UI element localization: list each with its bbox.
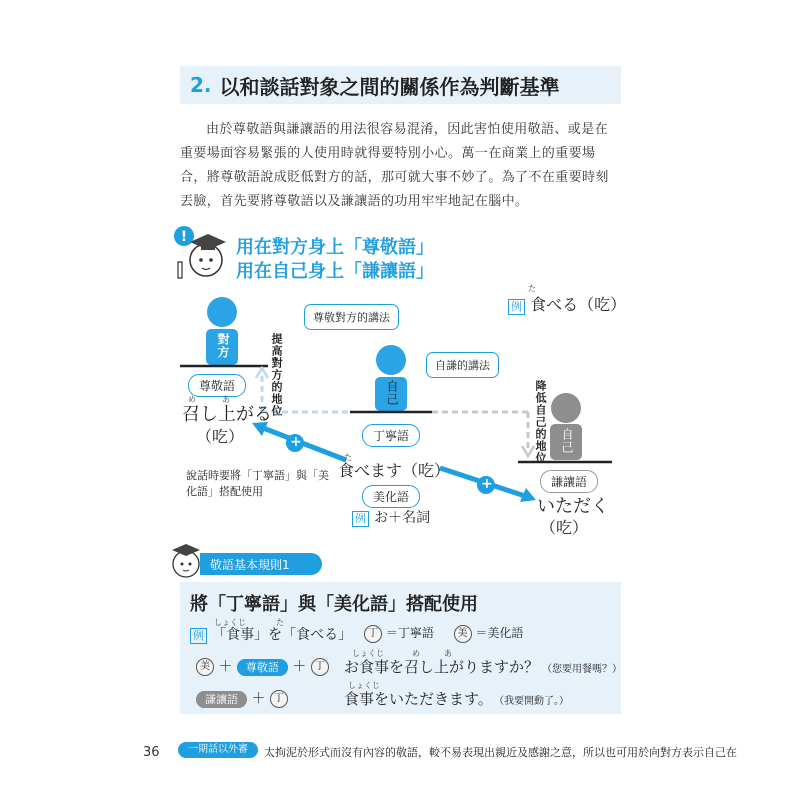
- row3-plus: ＋: [251, 691, 266, 707]
- page-number: 36: [143, 745, 160, 760]
- row3-t-icon: 丁: [270, 690, 288, 708]
- usage-note: 說話時要將「丁寧語」與「美化語」搭配使用: [186, 469, 329, 498]
- sonkei-meaning: （吃）: [196, 427, 245, 446]
- kenjo-meaning: （吃）: [540, 518, 589, 537]
- badge-sonkei: 尊敬語: [188, 374, 246, 397]
- badge-teinei: 丁寧語: [362, 424, 420, 447]
- other-figure-label: 對方: [216, 333, 230, 359]
- kenjo-word: いただく: [537, 496, 609, 517]
- self-right-head: [551, 393, 581, 423]
- example-word: 食べる（吃）: [530, 295, 627, 314]
- body-paragraph: 由於尊敬語與謙讓語的用法很容易混淆，因此害怕使用敬語、或是在重要場面容易緊張的人使用時就得要特別小心。萬一在商業上的重要場合，將尊敬語說成貶低對方的話，那可就大事不妙了。為了不在重要時刻丟臉，首先要將尊敬語以及謙讓語的功用牢牢地記在腦中。: [180, 122, 609, 209]
- self-right-figure-label: 自己: [560, 428, 574, 454]
- legend-block: [364, 624, 523, 643]
- rule-row3-formula: [196, 688, 288, 708]
- legend-b-icon: 美: [454, 625, 472, 643]
- self-head: [376, 345, 406, 375]
- row3-kenjo: 謙讓語: [196, 691, 247, 708]
- legend-t-icon: 丁: [364, 625, 382, 643]
- row2-b-icon: 美: [196, 658, 214, 676]
- other-person-head: [207, 297, 237, 327]
- example2-text: お＋名詞: [374, 510, 431, 526]
- row1-text: 「食事」を「食べる」: [212, 627, 353, 643]
- row2-plus2: ＋: [292, 659, 307, 675]
- svg-text:!: !: [180, 229, 188, 245]
- rule-tag: 敬語基本規則1: [210, 558, 290, 572]
- row1-ruby2: た: [276, 618, 284, 627]
- row2-gloss: （您要用餐嗎？）: [542, 664, 622, 675]
- sonkei-ruby-2: あ: [222, 395, 230, 404]
- heading-number: 2.: [190, 73, 212, 97]
- center-word: 食べます（吃）: [338, 461, 451, 480]
- row3-ruby1: しょくじ: [348, 681, 380, 690]
- callout-humble: 自謙的講法: [426, 352, 499, 378]
- example-ruby: た: [528, 284, 536, 293]
- center-ruby: た: [344, 453, 352, 462]
- heading-title: 以和談話對象之間的關係作為判斷基準: [219, 74, 560, 99]
- row2-sonkei: 尊敬語: [237, 659, 288, 676]
- legend-t-text: ＝丁寧語: [385, 626, 434, 640]
- footer-band: 一期話以外審: [178, 742, 258, 758]
- sonkei-word: 召し上がる: [182, 404, 272, 425]
- callout-respect: 尊敬對方的講法: [304, 304, 399, 330]
- row1-ex-label: 例: [190, 628, 207, 644]
- legend-b-text: ＝美化語: [475, 626, 524, 640]
- row2-t-icon: 丁: [311, 658, 329, 676]
- self-figure-label: 自己: [385, 380, 399, 406]
- row3-gloss: （我要開動了。）: [494, 696, 569, 707]
- badge-bika: 美化語: [362, 485, 420, 508]
- row2-plus1: ＋: [218, 659, 233, 675]
- example-label: 例: [508, 299, 525, 315]
- plus-left: +: [290, 434, 302, 450]
- row2-sentence: お食事を召し上がりますか？: [344, 658, 540, 676]
- section-title-line1: 用在對方身上「尊敬語」: [236, 237, 434, 258]
- raise-label: 提高對方的地位: [270, 333, 283, 417]
- sonkei-ruby-1: め: [188, 395, 196, 404]
- row3-sentence: 食事をいただきます。: [344, 690, 493, 708]
- example-onoun: [352, 507, 430, 527]
- row2-ruby3: あ: [444, 649, 452, 658]
- section-title-line2: 用在自己身上「謙讓語」: [236, 261, 434, 282]
- rule-title: 將「丁寧語」與「美化語」搭配使用: [190, 594, 478, 615]
- badge-kenjo: 謙讓語: [540, 470, 598, 493]
- row2-ruby2: め: [412, 649, 420, 658]
- footer-text: 太拘泥於形式而沒有內容的敬語，較不易表現出親近及感謝之意，所以也可用於向對方表示自己在: [264, 746, 737, 759]
- rule-row2-formula: [196, 656, 329, 676]
- example2-label: 例: [352, 511, 369, 527]
- plus-right: +: [481, 476, 493, 492]
- row1-ruby: しょくじ: [214, 618, 246, 627]
- lower-label: 降低自己的地位: [534, 380, 547, 464]
- row2-ruby1: しょくじ: [352, 649, 384, 658]
